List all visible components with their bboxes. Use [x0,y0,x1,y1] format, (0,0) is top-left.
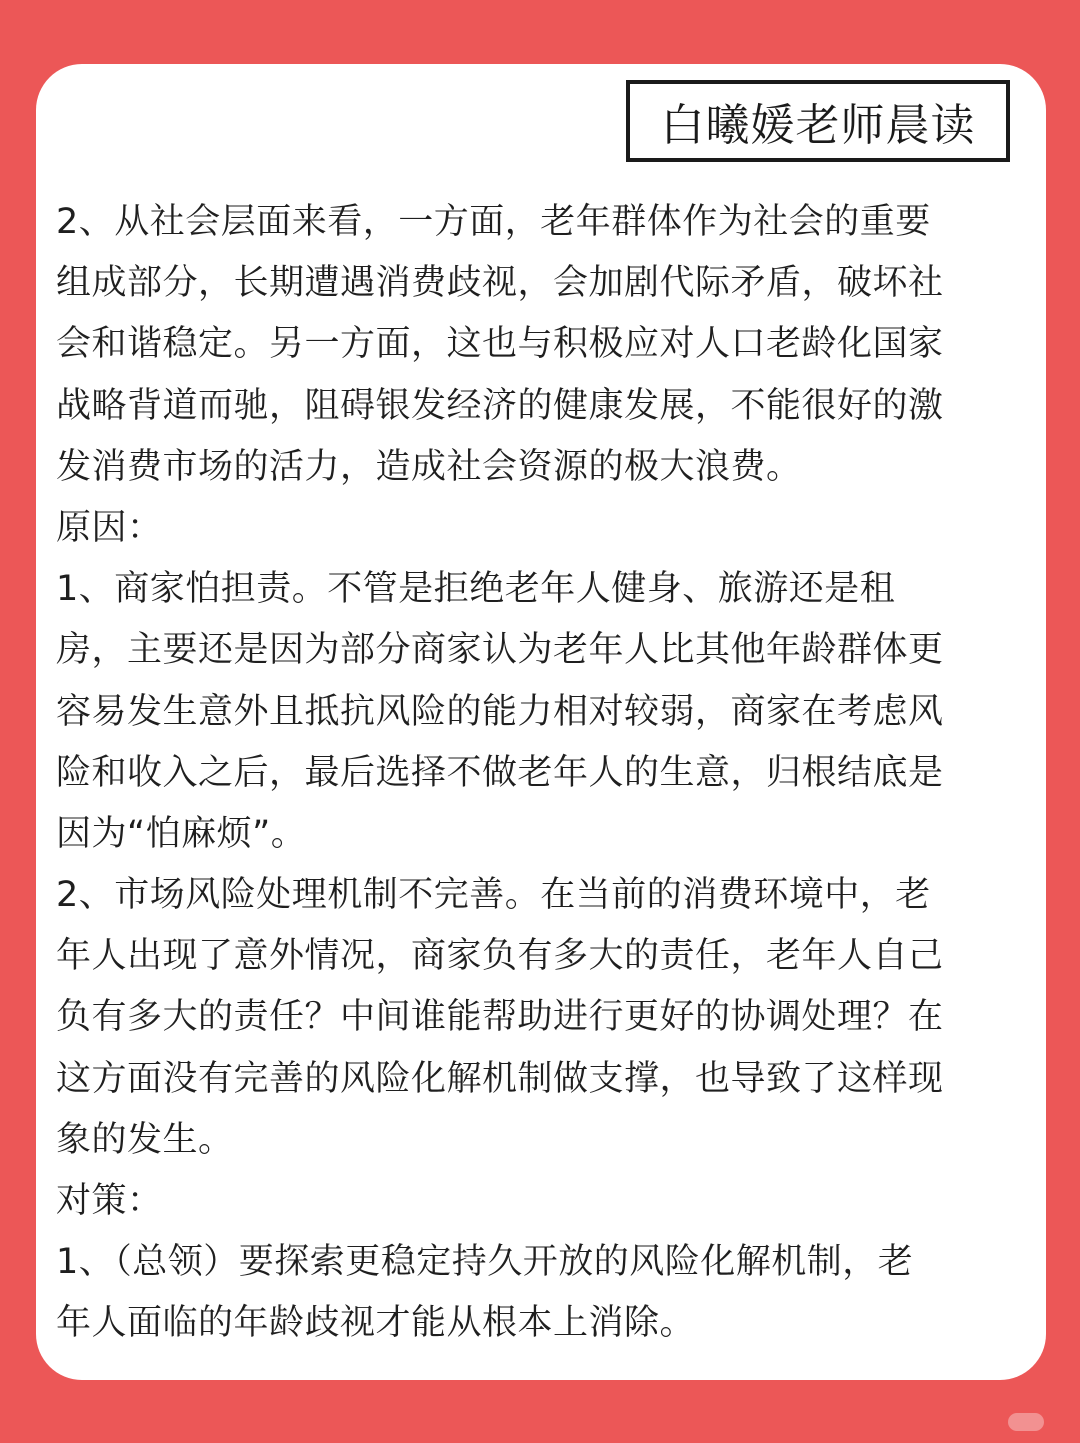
body-line: 年人出现了意外情况，商家负有多大的责任，老年人自己 [56,936,944,977]
section-heading-reasons: 原因： [56,507,163,548]
body-line: 年人面临的年龄歧视才能从根本上消除。 [56,1303,696,1344]
body-line: 因为“怕麻烦”。 [56,813,307,854]
body-line: 组成部分，长期遭遇消费歧视，会加剧代际矛盾，破坏社 [56,263,944,304]
body-line: 发消费市场的活力，造成社会资源的极大浪费。 [56,446,802,487]
body-line: 1、商家怕担责。不管是拒绝老年人健身、旅游还是租 [56,569,896,610]
section-heading-measures: 对策： [56,1181,163,1221]
article-body [56,192,1016,1355]
body-line: 战略背道而驰，阻碍银发经济的健康发展，不能很好的激 [56,385,944,426]
body-line: 2、从社会层面来看，一方面，老年群体作为社会的重要 [56,202,931,242]
body-line: 象的发生。 [56,1119,234,1160]
header-title-box [626,80,1010,162]
body-line: 1、（总领）要探索更稳定持久开放的风险化解机制，老 [56,1242,914,1283]
body-line: 这方面没有完善的风险化解机制做支撑，也导致了这样现 [56,1058,944,1099]
body-line: 险和收入之后，最后选择不做老年人的生意，归根结底是 [56,752,944,793]
body-line: 会和谐稳定。另一方面，这也与积极应对人口老龄化国家 [56,324,944,365]
content-card [36,64,1046,1380]
body-line: 房，主要还是因为部分商家认为老年人比其他年龄群体更 [56,630,944,671]
watermark-badge [1008,1413,1044,1431]
body-line: 容易发生意外且抵抗风险的能力相对较弱，商家在考虑风 [56,691,944,732]
page-title: 白曦媛老师晨读 [660,100,976,151]
body-line: 2、市场风险处理机制不完善。在当前的消费环境中，老 [56,875,931,916]
body-line: 负有多大的责任？中间谁能帮助进行更好的协调处理？在 [56,997,944,1038]
